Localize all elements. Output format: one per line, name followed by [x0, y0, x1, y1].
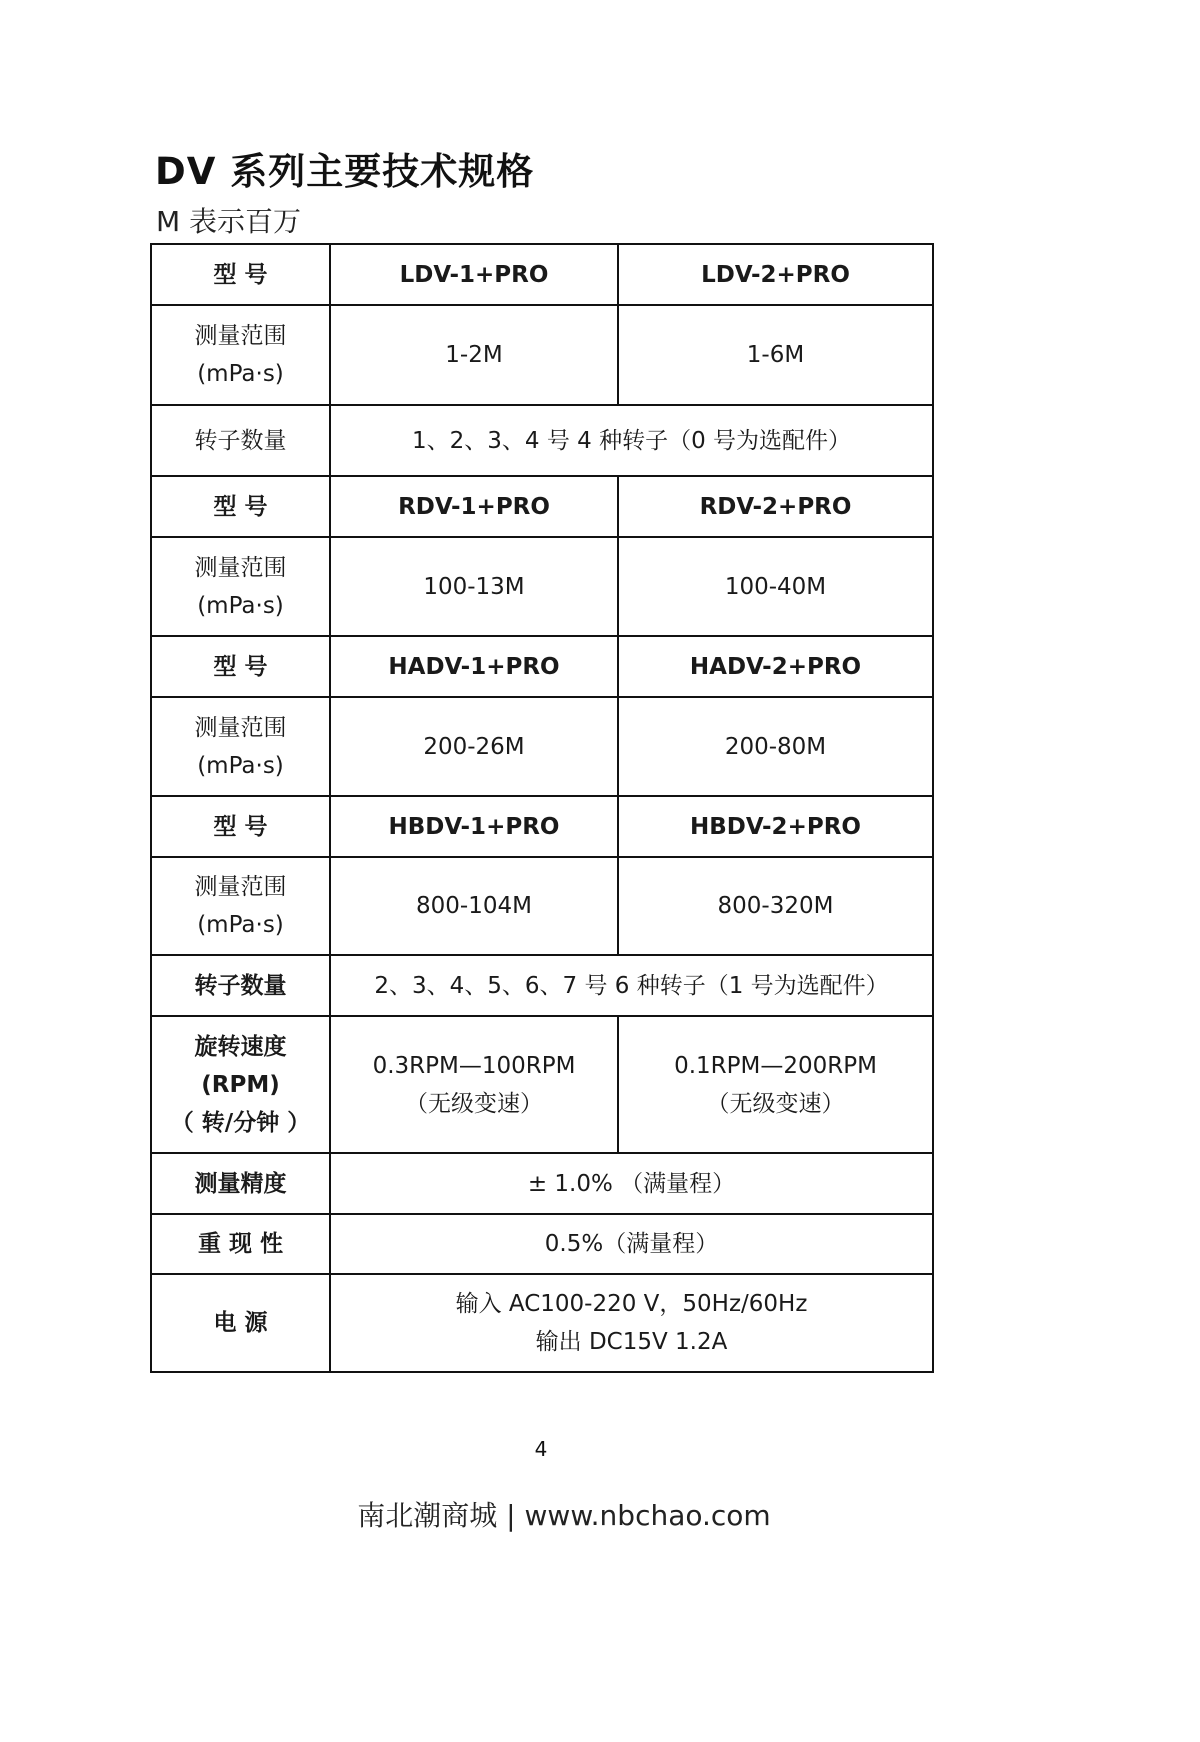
table-row-model	[151, 244, 933, 305]
range-label-line2: (mPa·s)	[197, 592, 284, 619]
table-row-range	[151, 697, 933, 796]
speed-cell	[330, 1016, 618, 1153]
repeatability-label: 重 现 性	[151, 1214, 330, 1274]
model-label: 型 号	[151, 244, 330, 305]
speed-label-line3: （ 转/分钟 ）	[170, 1109, 311, 1136]
table-row-model	[151, 636, 933, 697]
table-row-repeatability	[151, 1214, 933, 1274]
table-row-rotors	[151, 955, 933, 1016]
range-label-line1: 测量范围	[194, 714, 287, 741]
table-row-range	[151, 857, 933, 955]
power-label: 电 源	[151, 1274, 330, 1372]
table-row-speed	[151, 1016, 933, 1153]
speed-note: （无级变速）	[405, 1090, 543, 1117]
model-cell: LDV-1+PRO	[330, 244, 618, 305]
table-row-model	[151, 476, 933, 537]
model-cell: HBDV-1+PRO	[330, 796, 618, 857]
range-label	[151, 537, 330, 636]
rotor-cell: 1、2、3、4 号 4 种转子（0 号为选配件）	[330, 405, 933, 476]
power-output: 输出 DC15V 1.2A	[535, 1329, 728, 1355]
speed-cell	[618, 1016, 933, 1153]
model-cell: HADV-2+PRO	[618, 636, 933, 697]
speed-label-line1: 旋转速度	[194, 1033, 287, 1060]
range-cell: 1-6M	[618, 305, 933, 405]
page-title: DV 系列主要技术规格	[155, 150, 535, 193]
speed-label	[151, 1016, 330, 1153]
model-label: 型 号	[151, 476, 330, 537]
range-label-line1: 测量范围	[194, 554, 287, 581]
table-row-model	[151, 796, 933, 857]
range-cell: 200-26M	[330, 697, 618, 796]
model-cell: RDV-1+PRO	[330, 476, 618, 537]
table-row-accuracy	[151, 1153, 933, 1214]
model-cell: RDV-2+PRO	[618, 476, 933, 537]
range-label-line1: 测量范围	[194, 323, 287, 349]
rotor-label: 转子数量	[151, 405, 330, 476]
footer-watermark: 南北潮商城 | www.nbchao.com	[357, 1499, 771, 1532]
range-cell: 800-320M	[618, 857, 933, 955]
spec-table	[150, 243, 934, 1373]
speed-range: 0.1RPM—200RPM	[674, 1052, 877, 1079]
page-number: 4	[534, 1437, 548, 1461]
table-row-range	[151, 537, 933, 636]
range-cell: 1-2M	[330, 305, 618, 405]
range-label	[151, 305, 330, 405]
unit-note: M 表示百万	[156, 205, 302, 238]
power-cell	[330, 1274, 933, 1372]
range-cell: 100-40M	[618, 537, 933, 636]
range-cell: 200-80M	[618, 697, 933, 796]
rotor-cell: 2、3、4、5、6、7 号 6 种转子（1 号为选配件）	[330, 955, 933, 1016]
range-label	[151, 697, 330, 796]
range-label-line2: (mPa·s)	[197, 752, 284, 779]
model-label: 型 号	[151, 796, 330, 857]
range-label	[151, 857, 330, 955]
speed-label-line2: (RPM)	[201, 1071, 280, 1098]
accuracy-label: 测量精度	[151, 1153, 330, 1214]
range-cell: 800-104M	[330, 857, 618, 955]
range-cell: 100-13M	[330, 537, 618, 636]
model-cell: HBDV-2+PRO	[618, 796, 933, 857]
table-row-rotors	[151, 405, 933, 476]
speed-note: （无级变速）	[706, 1090, 845, 1117]
range-label-line1: 测量范围	[194, 874, 287, 900]
model-label: 型 号	[151, 636, 330, 697]
speed-range: 0.3RPM—100RPM	[372, 1052, 576, 1079]
table-row-range	[151, 305, 933, 405]
rotor-label: 转子数量	[151, 955, 330, 1016]
power-input: 输入 AC100-220 V，50Hz/60Hz	[455, 1291, 808, 1317]
range-label-line2: (mPa·s)	[197, 361, 284, 387]
range-label-line2: (mPa·s)	[197, 912, 284, 938]
model-cell: HADV-1+PRO	[330, 636, 618, 697]
table-row-power	[151, 1274, 933, 1372]
accuracy-cell: ± 1.0% （满量程）	[330, 1153, 933, 1214]
repeatability-cell: 0.5%（满量程）	[330, 1214, 933, 1274]
model-cell: LDV-2+PRO	[618, 244, 933, 305]
